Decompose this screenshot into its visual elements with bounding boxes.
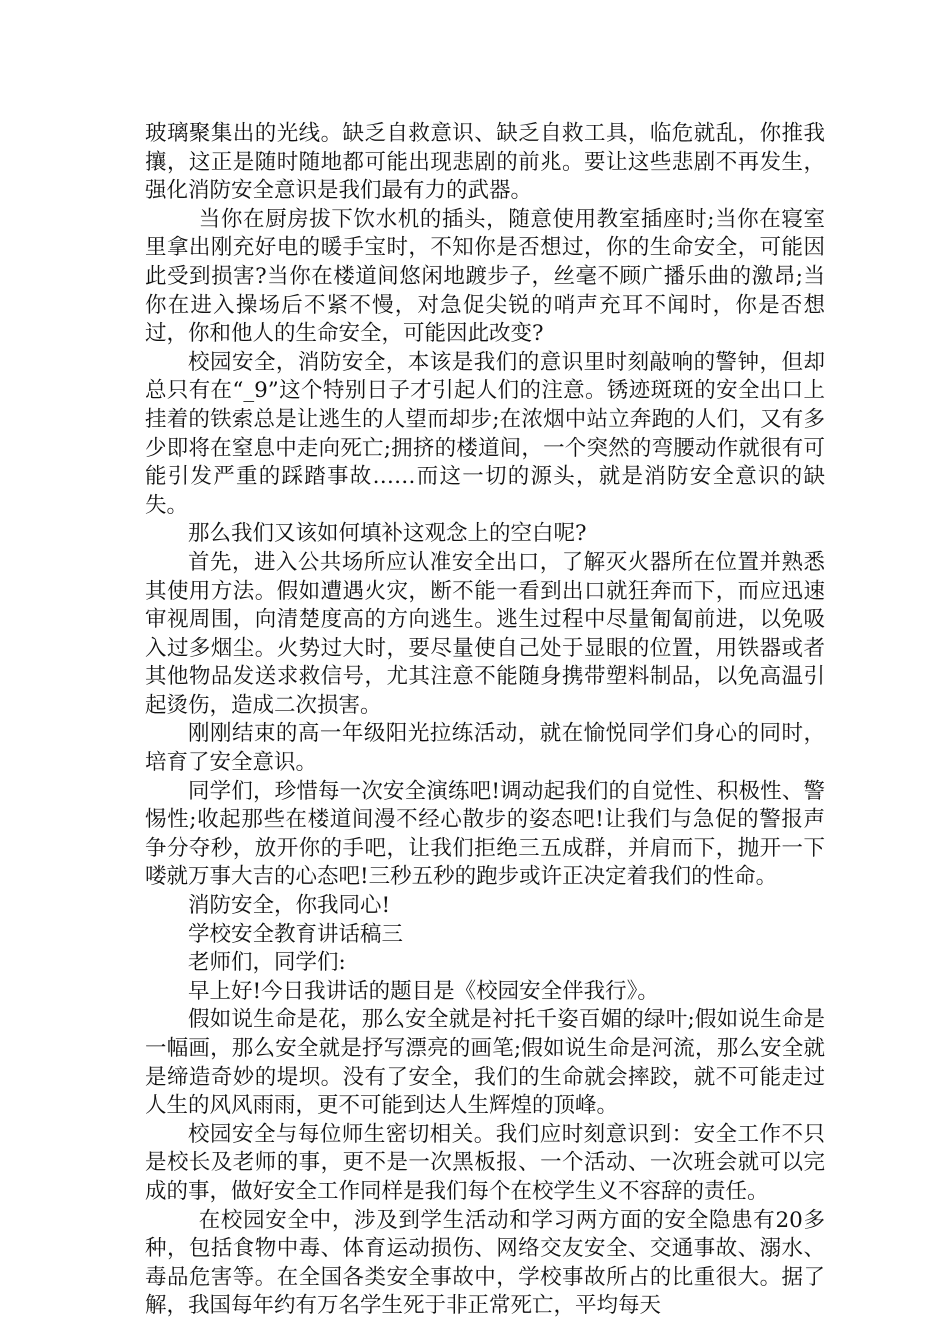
paragraph-7: 同学们，珍惜每一次安全演练吧!调动起我们的自觉性、积极性、警惕性;收起那些在楼道间漫不经心散步的姿态吧!让我们与急促的警报声争分夺秒，放开你的手吧，让我们拒绝三五成群，并肩而下，抛开一下喽就万事大吉的心态吧!三秒五秒的跑步或许正决定着我们的性命。: [145, 778, 825, 890]
paragraph-12: 假如说生命是花，那么安全就是衬托千姿百媚的绿叶;假如说生命是一幅画，那么安全就是抒写漂亮的画笔;假如说生命是河流，那么安全就是缔造奇妙的堤坝。没有了安全，我们的生命就会摔跤，就不可能走过人生的风风雨雨，更不可能到达人生辉煌的顶峰。: [145, 1007, 825, 1119]
section-title: 学校安全教育讲话稿三: [188, 921, 404, 947]
paragraph-14: 在校园安全中，涉及到学生活动和学习两方面的安全隐患有20多种，包括食物中毒、体育运动损伤、网络交友安全、交通事故、溺水、毒品危害等。在全国各类安全事故中，学校事故所占的比重很大。据了解，我国每年约有万名学生死于非正常死亡，平均每天: [145, 1207, 825, 1319]
paragraph-1: 玻璃聚集出的光线。缺乏自救意识、缺乏自救工具，临危就乱，你推我攘，这正是随时随地都可能出现悲剧的前兆。要让这些悲剧不再发生，强化消防安全意识是我们最有力的武器。: [145, 121, 825, 204]
paragraph-5: 首先，进入公共场所应认准安全出口，了解灭火器所在位置并熟悉其使用方法。假如遭遇火灾，断不能一看到出口就狂奔而下，而应迅速审视周围，向清楚度高的方向逃生。逃生过程中尽量匍匐前进，以免吸入过多烟尘。火势过大时，要尽量使自己处于显眼的位置，用铁器或者其他物品发送求救信号，尤其注意不能随身携带塑料制品，以免高温引起烫伤，造成二次损害。: [145, 549, 825, 718]
paragraph-13: 校园安全与每位师生密切相关。我们应时刻意识到：安全工作不只是校长及老师的事，更不是一次黑板报、一个活动、一次班会就可以完成的事，做好安全工作同样是我们每个在校学生义不容辞的责任。: [145, 1121, 825, 1204]
paragraph-2: 当你在厨房拔下饮水机的插头，随意使用教室插座时;当你在寝室里拿出刚充好电的暖手宝时，不知你是否想过，你的生命安全，可能因此受到损害?当你在楼道间悠闲地踱步子，丝毫不顾广播乐曲的激昂;当你在进入操场后不紧不慢，对急促尖锐的哨声充耳不闻时，你是否想过，你和他人的生命安全，可能因此改变?: [145, 206, 825, 347]
paragraph-4: 那么我们又该如何填补这观念上的空白呢?: [188, 521, 587, 547]
paragraph-6: 刚刚结束的高一年级阳光拉练活动，就在愉悦同学们身心的同时，培育了安全意识。: [145, 721, 825, 776]
document-page: [145, 120, 825, 1321]
greeting: 早上好!今日我讲话的题目是《校园安全伴我行》。: [188, 978, 659, 1004]
paragraph-8: 消防安全，你我同心!: [188, 893, 391, 919]
paragraph-3: 校园安全，消防安全，本该是我们的意识里时刻敲响的警钟，但却总只有在“_9”这个特别日子才引起人们的注意。锈迹斑斑的安全出口上挂着的铁索总是让逃生的人望而却步;在浓烟中站立奔跑的人们，又有多少即将在窒息中走向死亡;拥挤的楼道间，一个突然的弯腰动作就很有可能引发严重的踩踏事故……而这一切的源头，就是消防安全意识的缺失。: [145, 349, 825, 518]
salutation: 老师们，同学们:: [188, 950, 346, 976]
